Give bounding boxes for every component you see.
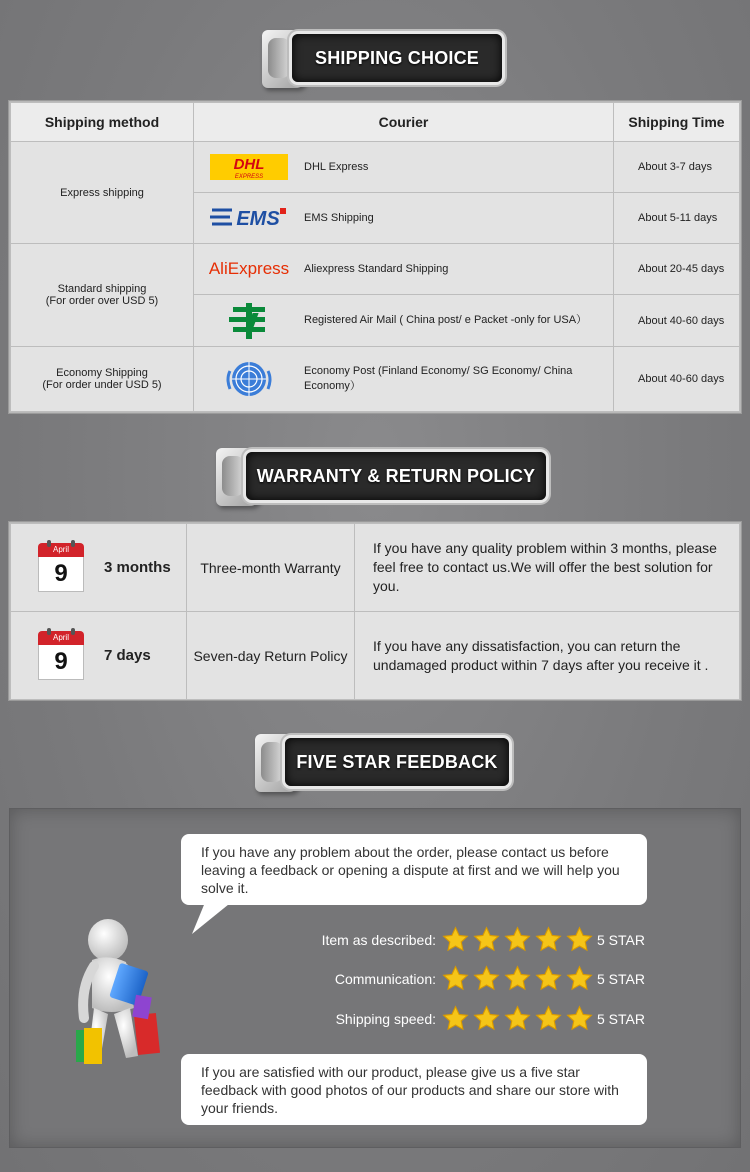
return-period-cell	[11, 612, 187, 700]
header-shipping-time: Shipping Time	[614, 103, 740, 142]
rating-row	[250, 965, 645, 992]
star-rating	[442, 1005, 593, 1032]
star-icon	[535, 1005, 562, 1032]
feedback-banner	[255, 734, 509, 788]
svg-text:DHL: DHL	[233, 156, 265, 173]
table-row	[11, 347, 740, 412]
rating-label: Item as described:	[321, 931, 436, 948]
courier-name: Aliexpress Standard Shipping	[304, 262, 449, 275]
shipping-time: About 3-7 days	[614, 142, 740, 193]
speech-bubble-tail	[192, 900, 234, 934]
warranty-desc: If you have any quality problem within 3 months, please feel free to contact us.We will offer the best solution for you.	[355, 524, 740, 612]
courier-name: Economy Post (Finland Economy/ SG Economy/ China Economy）	[304, 365, 573, 392]
dhl-logo	[194, 154, 304, 180]
courier-name: Registered Air Mail ( China post/ e Packet -only for USA）	[304, 314, 588, 326]
rating-value: 5 STAR	[597, 931, 645, 948]
warranty-table	[10, 523, 740, 700]
rating-label: Shipping speed:	[335, 1010, 436, 1027]
star-rating	[442, 965, 593, 992]
rating-row	[250, 926, 645, 953]
feedback-bottom-bubble: If you are satisfied with our product, please give us a five star feedback with good photos of our products and share our store with your friends.	[181, 1054, 647, 1125]
star-icon	[442, 965, 469, 992]
courier-name: DHL Express	[304, 160, 369, 173]
star-icon	[566, 926, 593, 953]
star-icon	[535, 926, 562, 953]
calendar-icon: April 9	[38, 631, 84, 681]
shipping-choice-title: SHIPPING CHOICE	[314, 48, 480, 68]
method-economy: Economy Shipping (For order under USD 5)	[11, 347, 194, 412]
un-emblem-logo	[194, 359, 304, 399]
header-shipping-method: Shipping method	[11, 103, 194, 142]
courier-cell	[194, 142, 614, 193]
method-standard: Standard shipping (For order over USD 5)	[11, 244, 194, 347]
star-icon	[442, 1005, 469, 1032]
star-icon	[473, 926, 500, 953]
shipping-table-panel	[9, 101, 741, 413]
table-row	[11, 524, 740, 612]
star-icon	[504, 1005, 531, 1032]
star-icon	[504, 965, 531, 992]
method-express: Express shipping	[11, 142, 194, 244]
svg-text:EXPRESS: EXPRESS	[234, 174, 264, 180]
warranty-title: WARRANTY & RETURN POLICY	[256, 466, 536, 486]
shipping-time: About 40-60 days	[614, 347, 740, 412]
return-name: Seven-day Return Policy	[187, 612, 355, 700]
calendar-icon: April 9	[38, 543, 84, 593]
courier-cell	[194, 244, 614, 295]
rating-value: 5 STAR	[597, 1010, 645, 1027]
star-icon	[473, 1005, 500, 1032]
star-icon	[473, 965, 500, 992]
header-courier: Courier	[194, 103, 614, 142]
svg-text:EMS: EMS	[236, 208, 280, 230]
warranty-panel	[9, 522, 741, 700]
star-icon	[535, 965, 562, 992]
courier-cell	[194, 347, 614, 412]
warranty-banner	[216, 448, 546, 502]
shipping-table	[10, 102, 740, 412]
rating-row	[250, 1005, 645, 1032]
warranty-name: Three-month Warranty	[187, 524, 355, 612]
star-icon	[566, 965, 593, 992]
shopper-figure-illustration	[70, 918, 170, 1078]
table-row	[11, 142, 740, 193]
courier-cell	[194, 193, 614, 244]
warranty-period-cell	[11, 524, 187, 612]
rating-value: 5 STAR	[597, 970, 645, 987]
shipping-time: About 20-45 days	[614, 244, 740, 295]
star-icon	[566, 1005, 593, 1032]
return-period: 7 days	[104, 647, 151, 664]
star-icon	[442, 926, 469, 953]
ems-logo	[194, 204, 304, 232]
star-rating	[442, 926, 593, 953]
feedback-title: FIVE STAR FEEDBACK	[296, 752, 498, 772]
china-post-logo	[194, 301, 304, 341]
shipping-choice-banner	[262, 30, 502, 84]
shipping-time: About 5-11 days	[614, 193, 740, 244]
courier-name: EMS Shipping	[304, 211, 374, 224]
warranty-period: 3 months	[104, 559, 171, 576]
courier-cell	[194, 295, 614, 347]
return-desc: If you have any dissatisfaction, you can return the undamaged product within 7 days after you receive it .	[355, 612, 740, 700]
table-row	[11, 244, 740, 295]
star-icon	[504, 926, 531, 953]
shipping-time: About 40-60 days	[614, 295, 740, 347]
aliexpress-logo: AliExpress	[208, 259, 290, 278]
table-row	[11, 612, 740, 700]
feedback-top-bubble: If you have any problem about the order, please contact us before leaving a feedback or opening a dispute at first and we will help you solve it.	[181, 834, 647, 905]
rating-label: Communication:	[334, 970, 436, 987]
